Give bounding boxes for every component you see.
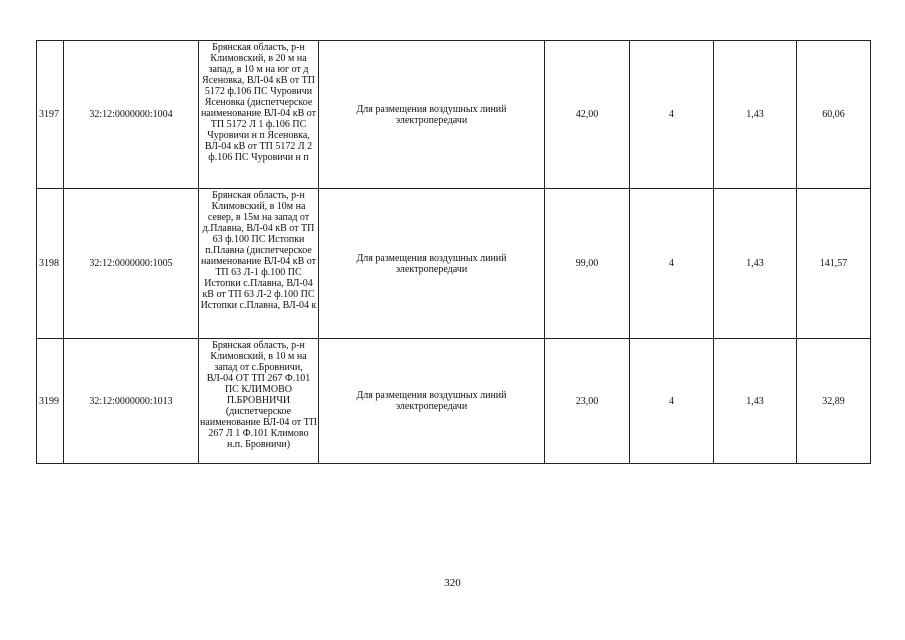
rate-cell: 1,43 xyxy=(714,339,797,464)
cadastral-number: 32:12:0000000:1005 xyxy=(64,189,199,339)
amount-cell: 141,57 xyxy=(797,189,871,339)
amount-cell: 60,06 xyxy=(797,41,871,189)
table-row xyxy=(37,339,871,464)
cadastral-number: 32:12:0000000:1004 xyxy=(64,41,199,189)
page-number: 320 xyxy=(444,577,461,589)
purpose-cell: Для размещения воздушных линий электропередачи xyxy=(319,189,545,339)
address-cell xyxy=(199,339,319,464)
address-text: Брянская область, р-н Климовский, в 10 м на запад от с.Бровничи, ВЛ-04 ОТ ТП 267 Ф.101 ПС КЛИМОВО П.БРОВНИЧИ (диспетчерское наименование ВЛ-04 от ТП 267 Л 1 Ф.101 Климово н.п. Бровничи) xyxy=(200,340,317,450)
cadastral-number: 32:12:0000000:1013 xyxy=(64,339,199,464)
land-plots-table xyxy=(36,40,871,464)
purpose-cell: Для размещения воздушных линий электропередачи xyxy=(319,41,545,189)
address-cell xyxy=(199,189,319,339)
area-cell: 99,00 xyxy=(545,189,630,339)
area-cell: 42,00 xyxy=(545,41,630,189)
amount-cell: 32,89 xyxy=(797,339,871,464)
area-cell: 23,00 xyxy=(545,339,630,464)
rate-cell: 1,43 xyxy=(714,41,797,189)
address-text: Брянская область, р-н Климовский, в 10м на север, в 15м на запад от д.Плавна, ВЛ-04 кВ от ТП 63 ф.100 ПС Истопки п.Плавна (диспетчерское наименование ВЛ-04 кВ от ТП 63 Л-1 ф.100 ПС Истопки с.Плавна, ВЛ-04 кВ от ТП 63 Л-2 ф.100 ПС Истопки с.Плавна, ВЛ-04 к xyxy=(200,190,317,311)
table-row xyxy=(37,41,871,189)
purpose-cell: Для размещения воздушных линий электропередачи xyxy=(319,339,545,464)
rate-cell: 1,43 xyxy=(714,189,797,339)
count-cell: 4 xyxy=(630,189,714,339)
address-cell xyxy=(199,41,319,189)
row-number: 3198 xyxy=(37,189,64,339)
count-cell: 4 xyxy=(630,41,714,189)
row-number: 3199 xyxy=(37,339,64,464)
count-cell: 4 xyxy=(630,339,714,464)
address-text: Брянская область, р-н Климовский, в 20 м на запад, в 10 м на юг от д Ясеновка, ВЛ-04 кВ от ТП 5172 ф.106 ПС Чуровичи Ясеновка (диспетчерское наименование ВЛ-04 кВ от ТП 5172 Л 1 ф.106 ПС Чуровичи н п Ясеновка, ВЛ-04 кВ от ТП 5172 Л 2 ф.106 ПС Чуровичи н п xyxy=(200,42,317,163)
row-number: 3197 xyxy=(37,41,64,189)
table-row xyxy=(37,189,871,339)
